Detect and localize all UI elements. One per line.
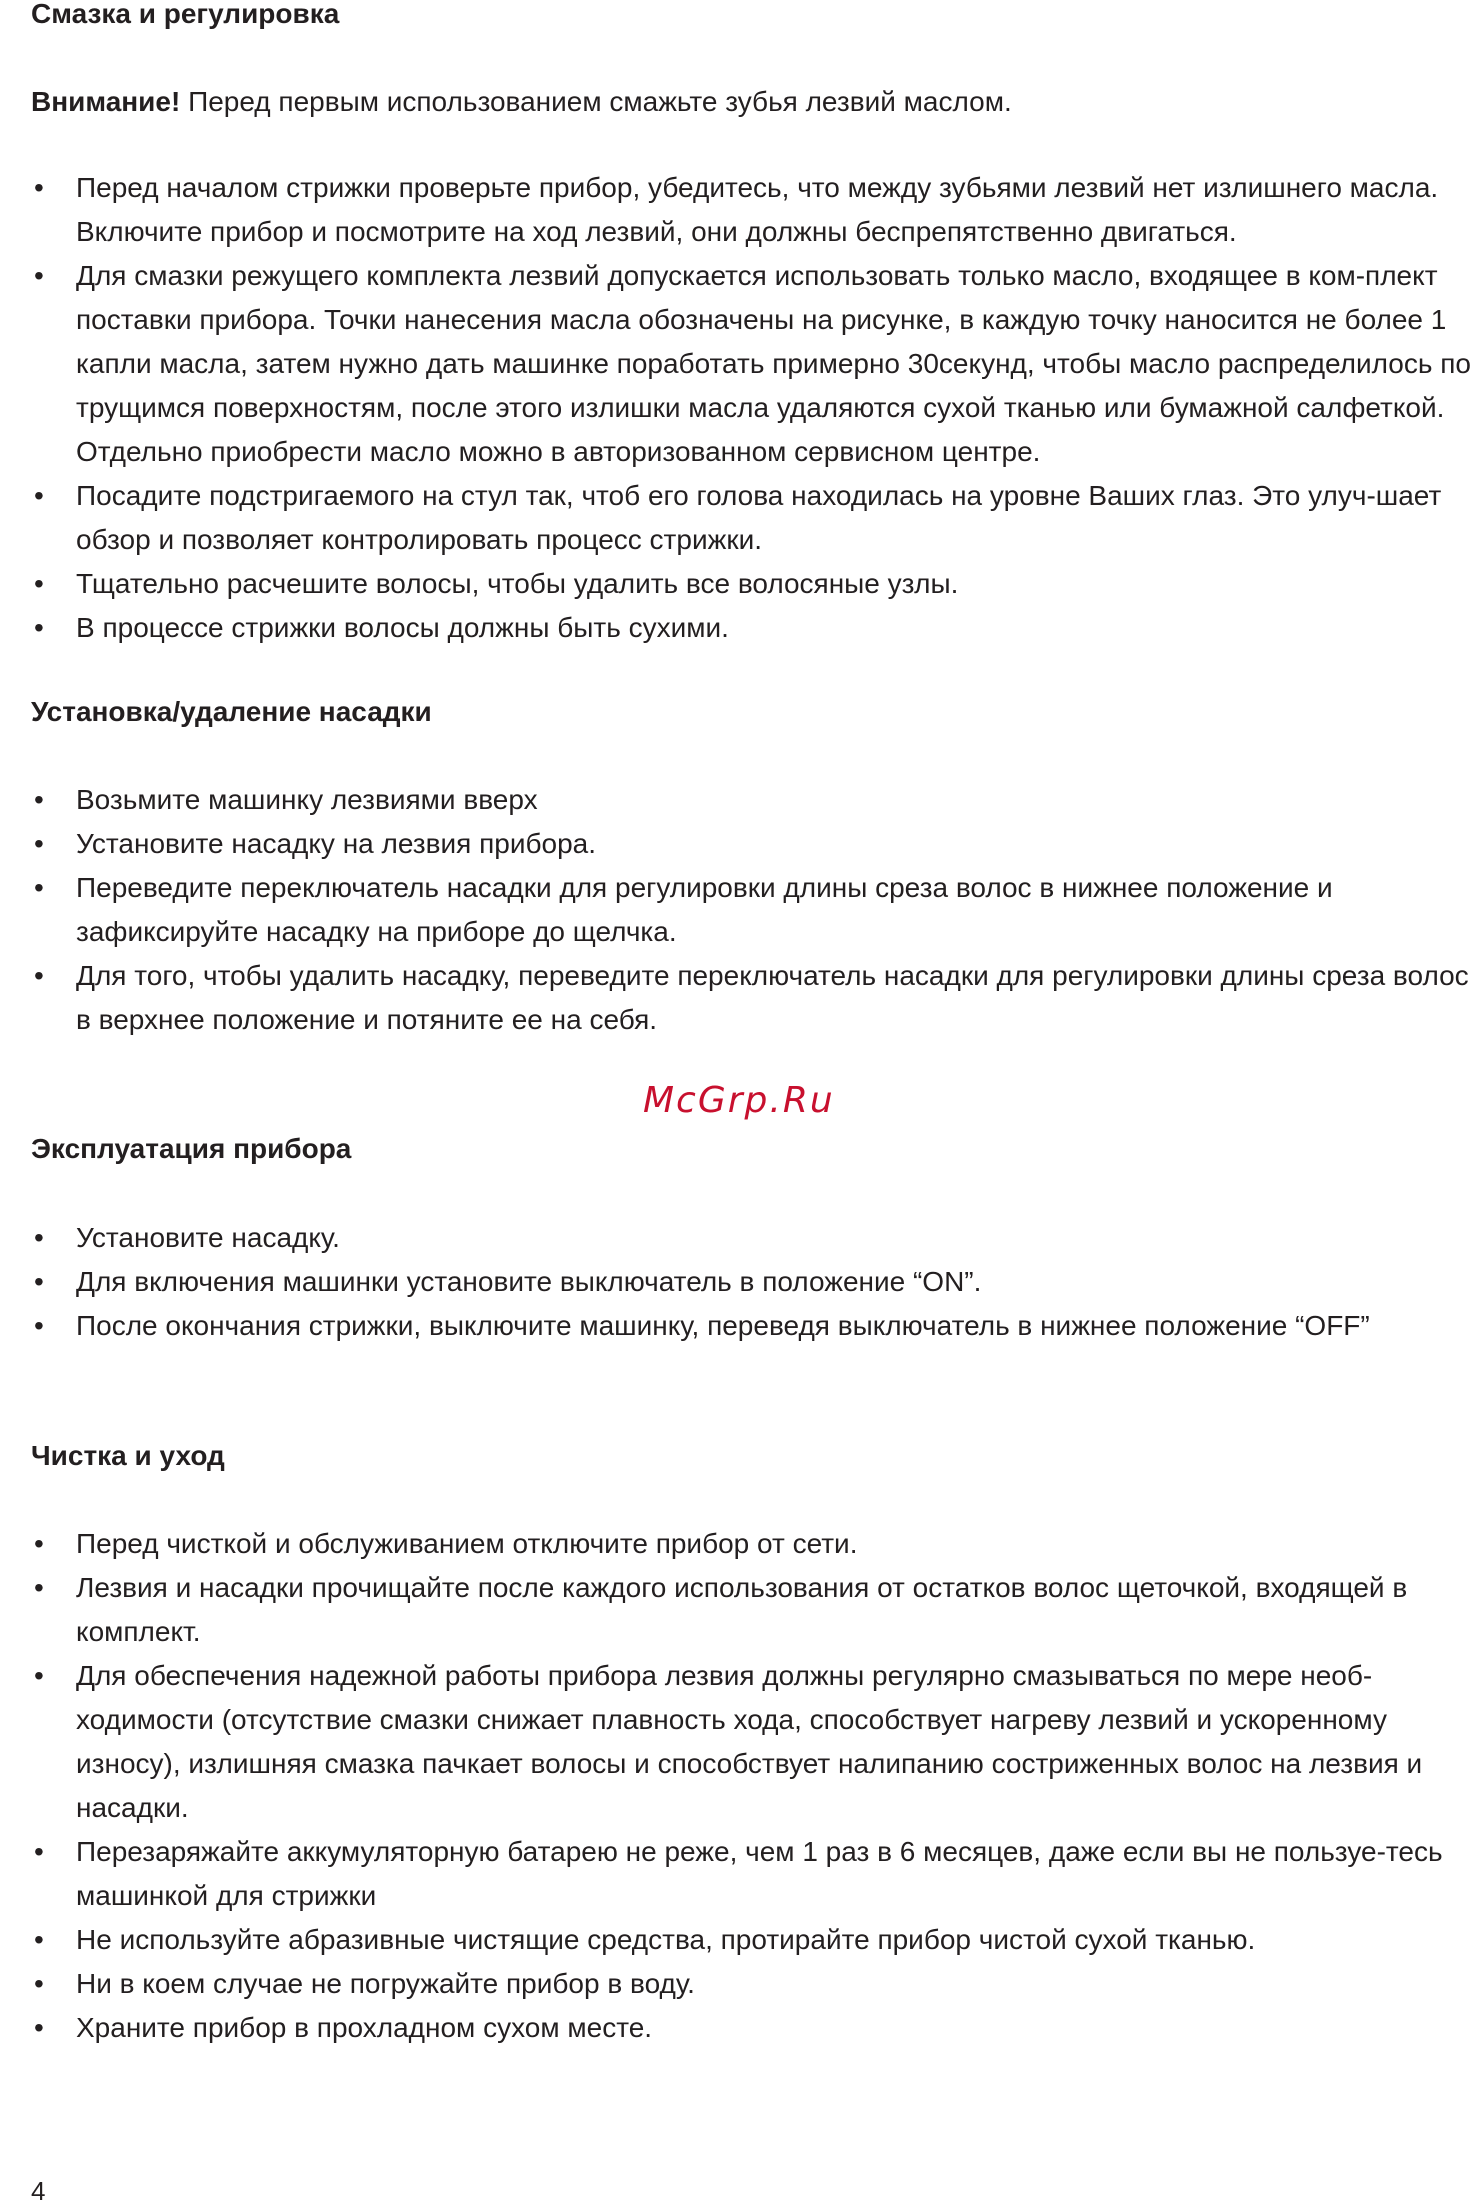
bullet-icon: • (34, 1222, 44, 1253)
bullet-icon: • (34, 872, 44, 903)
bullet-icon: • (34, 1968, 44, 1999)
list-item: • Перед началом стрижки проверьте прибор, убедитесь, что между зубьями лезвий нет излишнего масла. Включите прибор и посмотрите на ход лезвий, они должны беспрепятственно двигаться. (31, 166, 1471, 254)
warning-label: Внимание! (31, 86, 181, 117)
section-title-attachment: Установка/удаление насадки (31, 696, 432, 727)
list-item: • Ни в коем случае не погружайте прибор в воду. (31, 1962, 1471, 2006)
bullet-icon: • (34, 260, 44, 291)
bullet-icon: • (34, 172, 44, 203)
list-item: • Для обеспечения надежной работы прибора лезвия должны регулярно смазываться по мере необ-ходимости (отсутствие смазки снижает плавность хода, способствует нагреву лезвий и ускоренному износу), излишняя смазка пачкает волосы и способствует налипанию состриженных волос на лезвия и насадки. (31, 1654, 1471, 1830)
list-item: • Посадите подстригаемого на стул так, чтоб его голова находилась на уровне Ваших глаз. Это улуч-шает обзор и позволяет контролировать процесс стрижки. (31, 474, 1471, 562)
list-item: • Храните прибор в прохладном сухом месте. (31, 2006, 1471, 2050)
bullet-icon: • (34, 612, 44, 643)
list-item: • Перезаряжайте аккумуляторную батарею не реже, чем 1 раз в 6 месяцев, даже если вы не пользуе-тесь машинкой для стрижки (31, 1830, 1471, 1918)
list-item: • В процессе стрижки волосы должны быть сухими. (31, 606, 1471, 650)
list-item: • Перед чисткой и обслуживанием отключите прибор от сети. (31, 1522, 1471, 1566)
page-number: 4 (31, 2176, 46, 2206)
list-item: • Для смазки режущего комплекта лезвий допускается использовать только масло, входящее в ком-плект поставки прибора. Точки нанесения масла обозначены на рисунке, в каждую точку наносится не более 1 капли масла, затем нужно дать машинке поработать примерно 30секунд, чтобы масло распределилось по трущимся поверхностям, после этого излишки масла удаляются сухой тканью или бумажной салфеткой. Отдельно приобрести масло можно в авторизованном сервисном центре. (31, 254, 1471, 474)
bullet-icon: • (34, 1310, 44, 1341)
bullet-icon: • (34, 1572, 44, 1603)
watermark: McGrp.Ru (643, 1080, 835, 1121)
cleaning-list (31, 1522, 1471, 2050)
list-item: • Тщательно расчешите волосы, чтобы удалить все волосяные узлы. (31, 562, 1471, 606)
section-title-lubrication: Смазка и регулировка (31, 0, 340, 29)
warning-text: Перед первым использованием смажьте зубья лезвий маслом. (180, 86, 1012, 117)
bullet-icon: • (34, 1528, 44, 1559)
list-item: • После окончания стрижки, выключите машинку, переведя выключатель в нижнее положение “OFF” (31, 1304, 1471, 1348)
list-item: • Переведите переключатель насадки для регулировки длины среза волос в нижнее положение и зафиксируйте насадку на приборе до щелчка. (31, 866, 1471, 954)
bullet-icon: • (34, 1836, 44, 1867)
lubrication-list (31, 166, 1471, 650)
list-item: • Для того, чтобы удалить насадку, переведите переключатель насадки для регулировки длины среза волос в верхнее положение и потяните ее на себя. (31, 954, 1471, 1042)
list-item: • Не используйте абразивные чистящие средства, протирайте прибор чистой сухой тканью. (31, 1918, 1471, 1962)
section-title-cleaning: Чистка и уход (31, 1440, 225, 1471)
list-item: • Лезвия и насадки прочищайте после каждого использования от остатков волос щеточкой, входящей в комплект. (31, 1566, 1471, 1654)
list-item: • Возьмите машинку лезвиями вверх (31, 778, 1471, 822)
list-item: • Установите насадку. (31, 1216, 1471, 1260)
warning-paragraph (31, 80, 1012, 124)
bullet-icon: • (34, 1266, 44, 1297)
bullet-icon: • (34, 568, 44, 599)
bullet-icon: • (34, 1660, 44, 1691)
list-item: • Установите насадку на лезвия прибора. (31, 822, 1471, 866)
operation-list (31, 1216, 1471, 1348)
bullet-icon: • (34, 2012, 44, 2043)
attachment-list (31, 778, 1471, 1042)
bullet-icon: • (34, 1924, 44, 1955)
bullet-icon: • (34, 828, 44, 859)
bullet-icon: • (34, 480, 44, 511)
bullet-icon: • (34, 960, 44, 991)
list-item: • Для включения машинки установите выключатель в положение “ON”. (31, 1260, 1471, 1304)
section-title-operation: Эксплуатация прибора (31, 1133, 352, 1164)
bullet-icon: • (34, 784, 44, 815)
